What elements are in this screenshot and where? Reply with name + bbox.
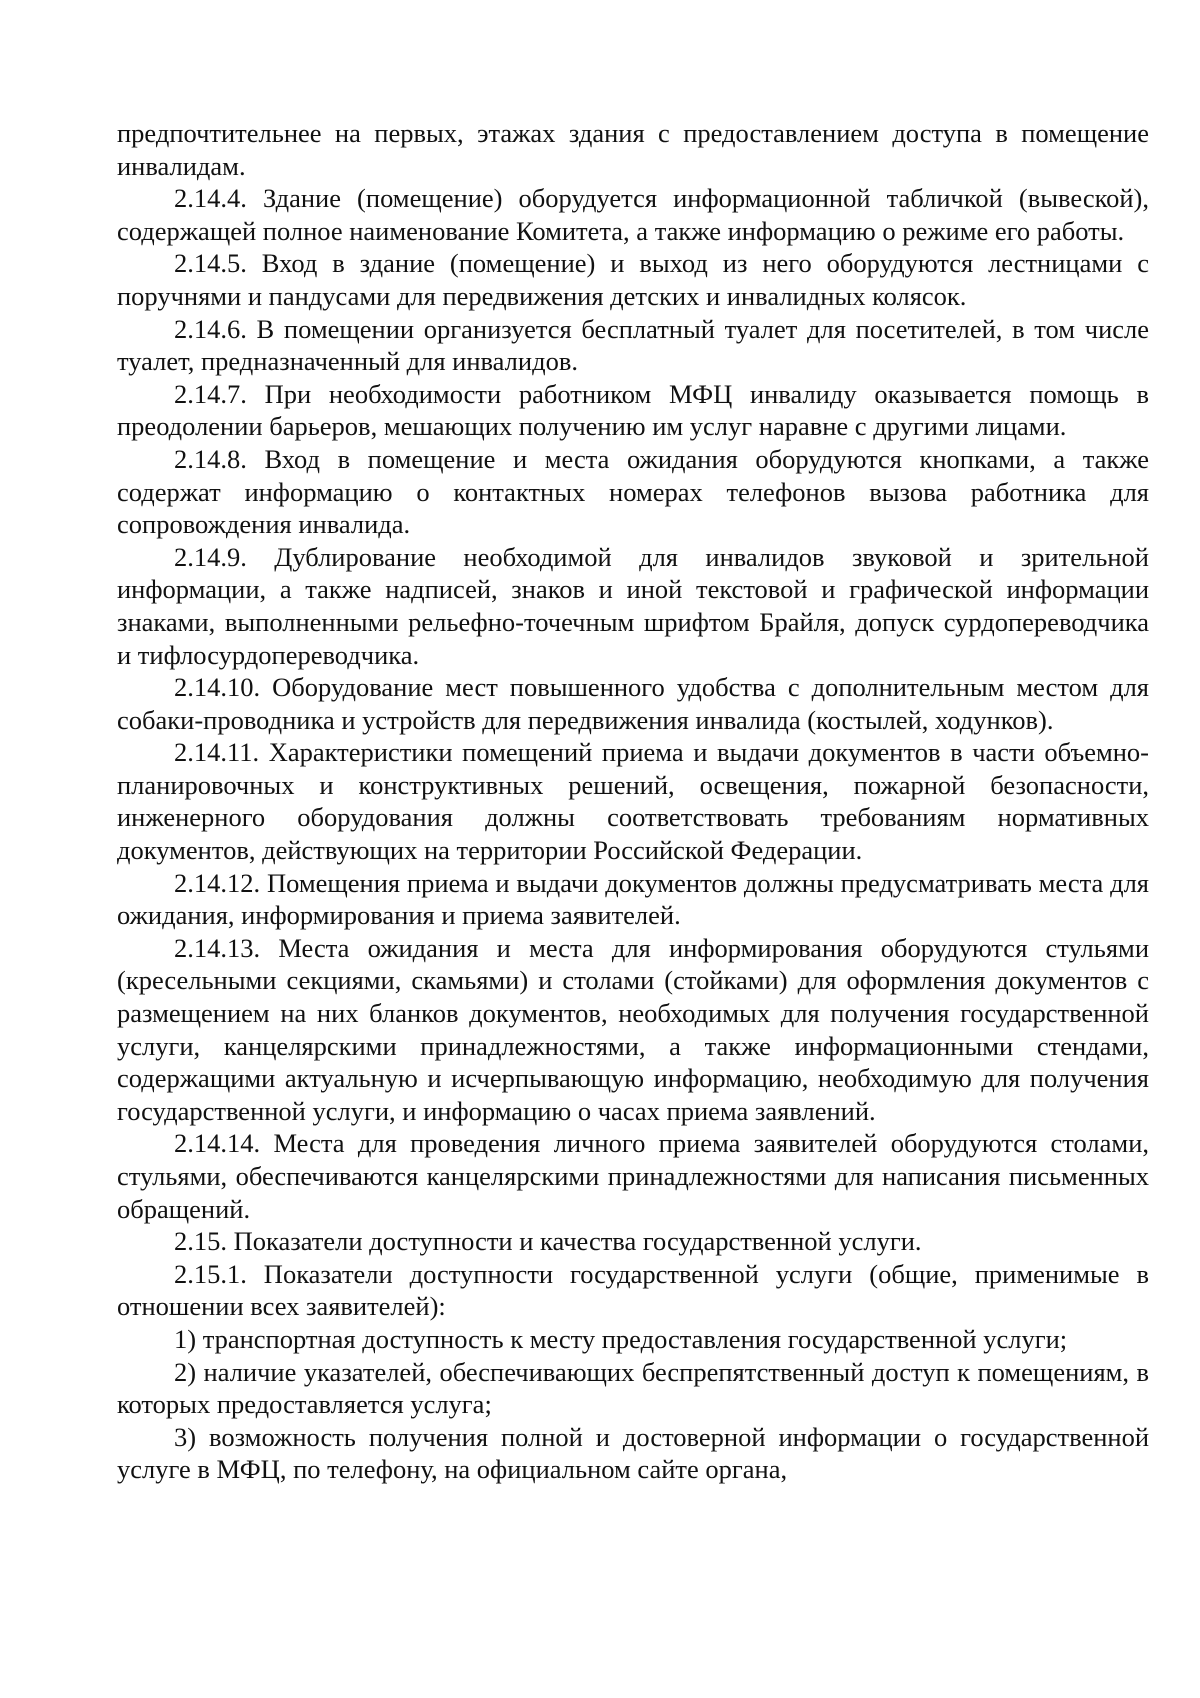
- paragraph-2-14-6: 2.14.6. В помещении организуется бесплатный туалет для посетителей, в том числе туалет, предназначенный для инвалидов.: [117, 313, 1149, 377]
- document-page: [117, 117, 1149, 1486]
- paragraph-2-14-7: 2.14.7. При необходимости работником МФЦ инвалиду оказывается помощь в преодолении барьеров, мешающих получению им услуг наравне с другими лицами.: [117, 378, 1149, 442]
- paragraph: предпочтительнее на первых, этажах здания с предоставлением доступа в помещение инвалидам.: [117, 118, 1149, 181]
- paragraph-2-14-4: 2.14.4. Здание (помещение) оборудуется информационной табличкой (вывеской), содержащей полное наименование Комитета, а также информацию о режиме его работы.: [117, 183, 1149, 246]
- paragraph-2-14-13: 2.14.13. Места ожидания и места для информирования оборудуются стульями (кресельными секциями, скамьями) и столами (стойками) для оформления документов с размещением на них бланков документов, необходимых для получения государственной услуги, канцелярскими принадлежностями, а также информационными стендами, содержащими актуальную и исчерпывающую информацию, необходимую для получения государственной услуги, и информацию о часах приема заявлений.: [117, 932, 1149, 1126]
- paragraph-2-14-14: 2.14.14. Места для проведения личного приема заявителей оборудуются столами, стульями, обеспечиваются канцелярскими принадлежностями для написания письменных обращений.: [117, 1128, 1149, 1224]
- paragraph-2-14-10: 2.14.10. Оборудование мест повышенного удобства с дополнительным местом для собаки-проводника и устройств для передвижения инвалида (костылей, ходунков).: [117, 672, 1149, 735]
- paragraph-2-14-12: 2.14.12. Помещения приема и выдачи документов должны предусматривать места для ожидания, информирования и приема заявителей.: [117, 867, 1149, 931]
- paragraph-2-14-8: 2.14.8. Вход в помещение и места ожидания оборудуются кнопками, а также содержат информацию о контактных номерах телефонов вызова работника для сопровождения инвалида.: [117, 443, 1149, 540]
- paragraph-2-14-5: 2.14.5. Вход в здание (помещение) и выход из него оборудуются лестницами с поручнями и пандусами для передвижения детских и инвалидных колясок.: [117, 248, 1149, 311]
- list-item-2: 2) наличие указателей, обеспечивающих беспрепятственный доступ к помещениям, в которых предоставляется услуга;: [117, 1356, 1149, 1420]
- paragraph-2-14-9: 2.14.9. Дублирование необходимой для инвалидов звуковой и зрительной информации, а также надписей, знаков и иной текстовой и графической информации знаками, выполненными рельефно-точечным шрифтом Брайля, допуск сурдопереводчика и тифлосурдопереводчика.: [117, 541, 1149, 670]
- list-item-1: 1) транспортная доступность к месту предоставления государственной услуги;: [174, 1323, 1068, 1354]
- paragraph-2-15-1: 2.15.1. Показатели доступности государственной услуги (общие, применимые в отношении всех заявителей):: [117, 1258, 1149, 1322]
- paragraph-2-14-11: 2.14.11. Характеристики помещений приема и выдачи документов в части объемно-планировочных и конструктивных решений, освещения, пожарной безопасности, инженерного оборудования должны соответствовать требованиям нормативных документов, действующих на территории Российской Федерации.: [117, 737, 1149, 866]
- list-item-3: 3) возможность получения полной и достоверной информации о государственной услуге в МФЦ, по телефону, на официальном сайте органа,: [117, 1421, 1149, 1485]
- paragraph-2-15: 2.15. Показатели доступности и качества государственной услуги.: [174, 1226, 922, 1257]
